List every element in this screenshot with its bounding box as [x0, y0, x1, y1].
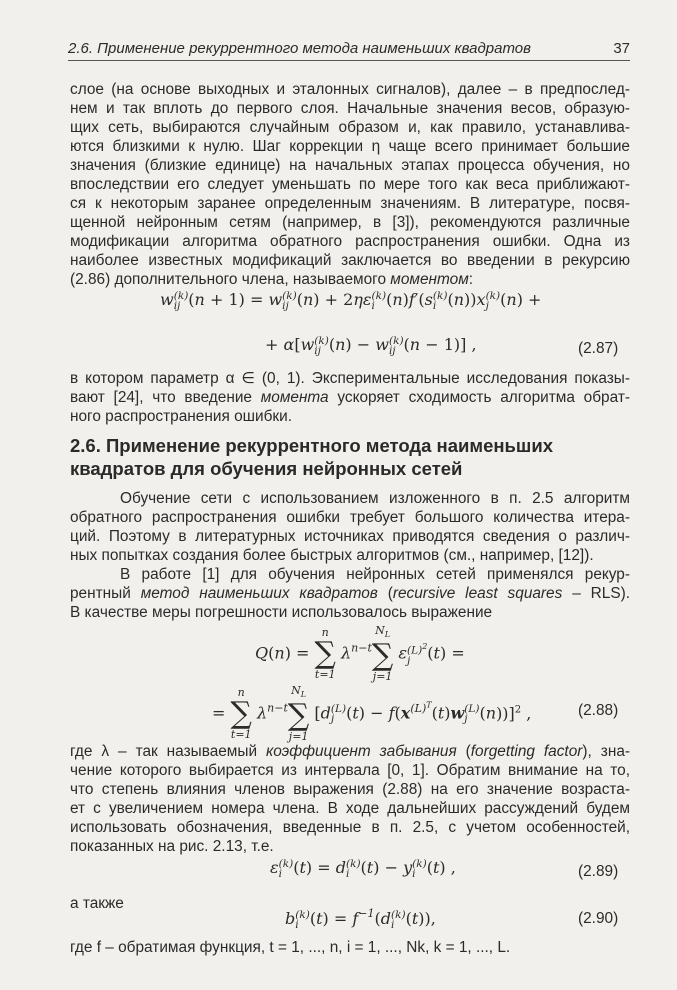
text-line-last	[70, 270, 630, 289]
text-fragment: вают [24], что введение	[70, 389, 261, 406]
equation-number-2-88: (2.88)	[578, 702, 619, 719]
paragraph-3	[70, 489, 630, 565]
equation-number-2-89: (2.89)	[578, 863, 619, 880]
text-line: В работе [1] для обучения нейронных сетей применялся рекур-	[120, 566, 630, 583]
text-line: слое (на основе выходных и эталонных сигналов), далее – в предпослед-	[70, 81, 630, 98]
text-line: в котором параметр α ∈ (0, 1). Экспериментальные исследования показы-	[70, 370, 630, 387]
text-line: модификации алгоритма обратного распространения ошибки. Одна из	[70, 233, 630, 250]
equation-2-90: b (k) i $(t) = f^{-1}(d$ (k) i (t)),	[285, 907, 436, 931]
text-fragment: где λ – так называемый	[70, 743, 267, 760]
paragraph-1	[70, 80, 630, 289]
text-line: наиболее известных модификаций заключается во введении в рекурсию	[70, 252, 630, 269]
equation-number-2-90: (2.90)	[578, 910, 619, 927]
paragraph-2	[70, 369, 630, 426]
equation-2-88-line2: = n ∑ t=1 $\lambda^{n-t}$ $N_L$ ∑ j=1 [d (L) j $(t) - f(x^{(L)^T}(t)w$ (L) j (n))]$^2$ ,	[212, 684, 532, 744]
text-line: чение которого выбирается из интервала [0, 1]. Обратим внимание на то,	[70, 762, 630, 779]
text-line: показанных на рис. 2.13, т.е.	[70, 838, 274, 855]
equation-number-2-87: (2.87)	[578, 340, 619, 357]
text-line: а также	[70, 895, 124, 912]
equation-2-88-line1: Q(n) = n ∑ t=1 $\lambda^{n-t}$ $N_L$ ∑ j=1 ε $(L)^2$ j (t) =	[255, 624, 465, 684]
section-title-line2: квадратов для обучения нейронных сетей	[70, 458, 463, 479]
text-line: В качестве меры погрешности использовалось выражение	[70, 604, 493, 621]
text-line: значения (близкие единице) на начальных этапах процесса обучения, но	[70, 157, 630, 174]
text-fragment: ускоряет сходимость алгоритма обрат-	[328, 389, 630, 406]
text-line: щенной нейронным сетям (например, в [3]), рекомендуются различные	[70, 214, 630, 231]
emphasis-moment: моментом	[390, 271, 469, 288]
text-fragment: ), зна-	[582, 743, 630, 760]
text-fragment: рентный	[70, 585, 141, 602]
equation-2-89: ε (k) i (t) = d (k) i (t) − y (k) i (t) ,	[270, 857, 456, 880]
text-fragment: (	[377, 585, 393, 602]
text-line: впоследствии его следует уменьшать по мере того как веса приближают-	[70, 176, 630, 193]
page-number: 37	[613, 40, 630, 57]
emphasis-forgetting-ru: коэффициент забывания	[266, 743, 457, 760]
text-line: ся к некоторым заранее определенным значениям. В литературе, посвя-	[70, 195, 630, 212]
text-fragment: (2.86) дополнительного члена, называемого	[70, 271, 391, 288]
page-header	[68, 38, 630, 61]
text-line	[70, 584, 630, 603]
equation-2-87-line2: + α[w (k) ij (n) − w (k) ij (n − 1)] ,	[265, 334, 477, 357]
emphasis-momenta: момента	[260, 389, 329, 406]
paragraph-5	[70, 742, 630, 856]
text-line	[70, 742, 630, 761]
section-heading	[70, 434, 630, 480]
text-line: нем и так вплоть до первого слоя. Начальные значения весов, образую-	[70, 100, 630, 117]
text-line: ются близкими к нулю. Шаг коррекции η чаще всего принимает большие	[70, 138, 630, 155]
text-line: ного распространения ошибки.	[70, 408, 292, 425]
text-line: щих сеть, выбираются случайным образом и, как правило, устанавлива-	[70, 119, 630, 136]
text-line: Обучение сети с использованием изложенного в п. 2.5 алгоритм	[120, 490, 630, 507]
equation-2-87-line1: w (k) ij (n + 1) = w (k) ij (n) + 2ηε (k) i (n)f′(s (k) i (n))x (k) j (n) +	[160, 289, 542, 312]
text-line: использовать обозначения, введенные в п. 2.5, с учетом особенностей,	[70, 819, 630, 836]
section-title-line1: 2.6. Применение рекуррентного метода наименьших	[70, 435, 553, 456]
emphasis-rls-en: recursive least squares	[392, 585, 563, 602]
emphasis-rls-ru: метод наименьших квадратов	[140, 585, 378, 602]
emphasis-forgetting-en: forgetting factor	[470, 743, 583, 760]
text-line: ет с увеличением номера члена. В ходе дальнейших рассуждений будем	[70, 800, 630, 817]
paragraph-4	[70, 565, 630, 622]
text-fragment: (	[456, 743, 471, 760]
text-line	[70, 388, 630, 407]
final-paragraph	[70, 938, 630, 957]
text-line: что степень влияния членов выражения (2.88) на его значение возраста-	[70, 781, 630, 798]
running-title: 2.6. Применение рекуррентного метода наименьших квадратов	[68, 40, 531, 57]
text-line: обратного распространения ошибки требует большого количества итера-	[70, 509, 630, 526]
text-line: ций. Поэтому в литературных источниках приводятся сведения о различ-	[70, 528, 630, 545]
text-line: ных попытках создания более быстрых алгоритмов (см., например, [12]).	[70, 547, 594, 564]
text-fragment: – RLS).	[562, 585, 631, 602]
text-line: где f – обратимая функция, t = 1, ..., n, i = 1, ..., Nk, k = 1, ..., L.	[70, 939, 511, 956]
text-fragment: :	[468, 271, 474, 288]
